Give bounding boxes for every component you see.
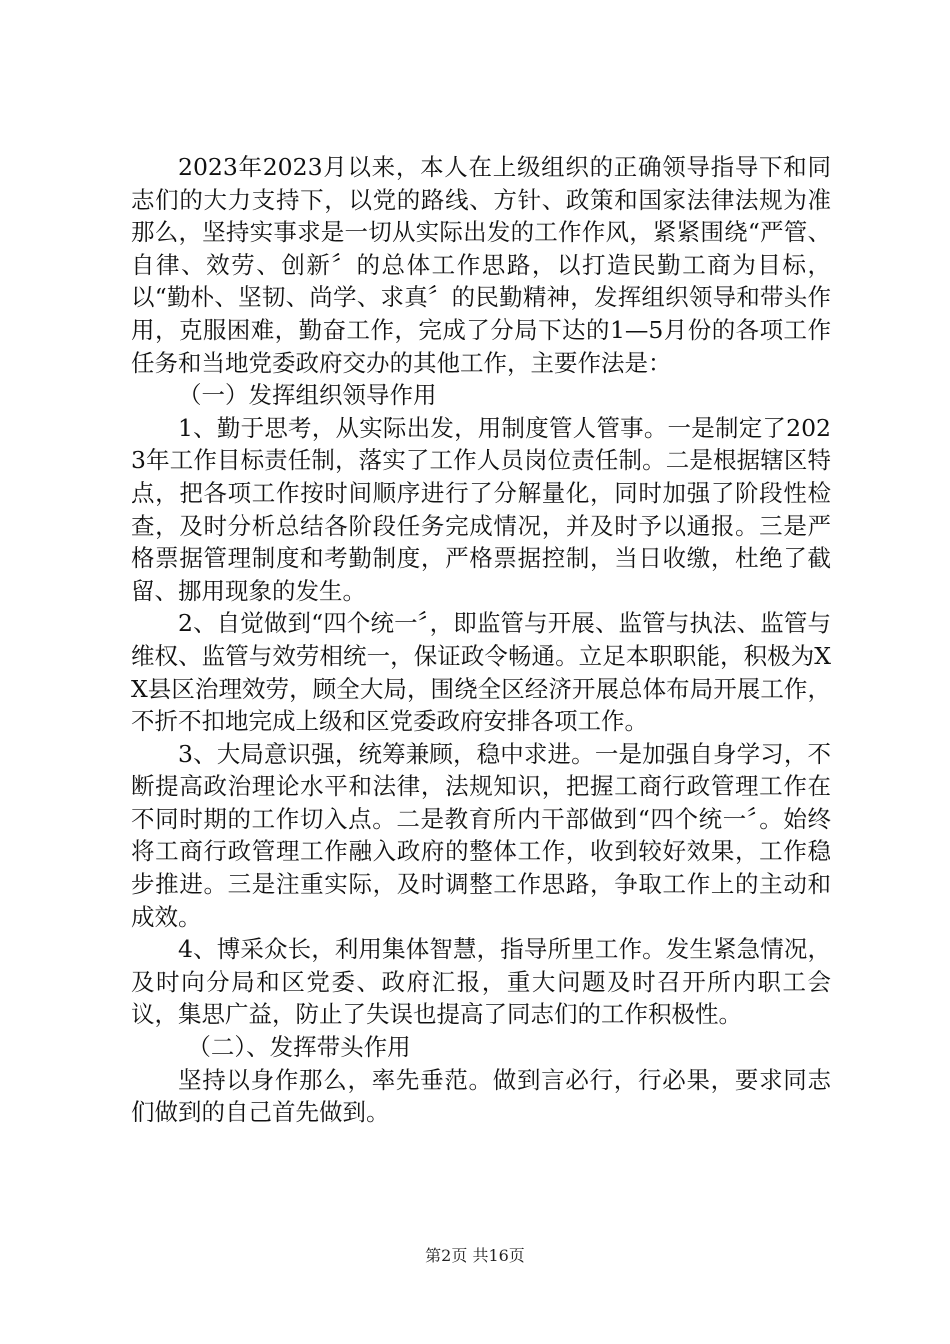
paragraph-item-4: 4、博采众长，利用集体智慧，指导所里工作。发生紧急情况，及时向分局和区党委、政府汇报，重大问题及时召开所内职工会议，集思广益，防止了失误也提高了同志们的工作积极性。 (131, 935, 831, 1029)
section-heading-2: （二）、发挥带头作用 (187, 1033, 411, 1062)
paragraph-intro: 2023年2023月以来，本人在上级组织的正确领导指导下和同志们的大力支持下，以党的路线、方针、政策和国家法律法规为准那么，坚持实事求是一切从实际出发的工作作风，紧紧围绕“严管、自律、效劳、创新〞的总体工作思路，以打造民勤工商为目标，以“勤朴、坚韧、尚学、求真〞的民勤精神，发挥组织领导和带头作用，克服困难，勤奋工作，完成了分局下达的1—5月份的各项工作任务和当地党委政府交办的其他工作，主要作法是： (131, 153, 831, 377)
paragraph-item-2: 2、自觉做到“四个统一〞，即监管与开展、监管与执法、监管与维权、监管与效劳相统一，保证政令畅通。立足本职职能，积极为XX县区治理效劳，顾全大局，围绕全区经济开展总体布局开展工作，不折不扣地完成上级和区党委政府安排各项工作。 (131, 609, 831, 736)
document-body (131, 151, 831, 1129)
paragraph-item-1: 1、勤于思考，从实际出发，用制度管人管事。一是制定了2023年工作目标责任制，落实了工作人员岗位责任制。二是根据辖区特点，把各项工作按时间顺序进行了分解量化，同时加强了阶段性检查，及时分析总结各阶段任务完成情况，并及时予以通报。三是严格票据管理制度和考勤制度，严格票据控制，当日收缴，杜绝了截留、挪用现象的发生。 (131, 413, 831, 605)
paragraph-lead-by-example: 坚持以身作那么，率先垂范。做到言必行，行必果，要求同志们做到的自己首先做到。 (131, 1065, 831, 1127)
page-number-footer: 第2页 共16页 (425, 1246, 525, 1265)
section-heading-1: （一）发挥组织领导作用 (178, 381, 437, 410)
paragraph-item-3: 3、大局意识强，统筹兼顾，稳中求进。一是加强自身学习，不断提高政治理论水平和法律，法规知识，把握工商行政管理工作在不同时期的工作切入点。二是教育所内干部做到“四个统一〞。始终将工商行政管理工作融入政府的整体工作，收到较好效果，工作稳步推进。三是注重实际，及时调整工作思路，争取工作上的主动和成效。 (131, 739, 831, 931)
